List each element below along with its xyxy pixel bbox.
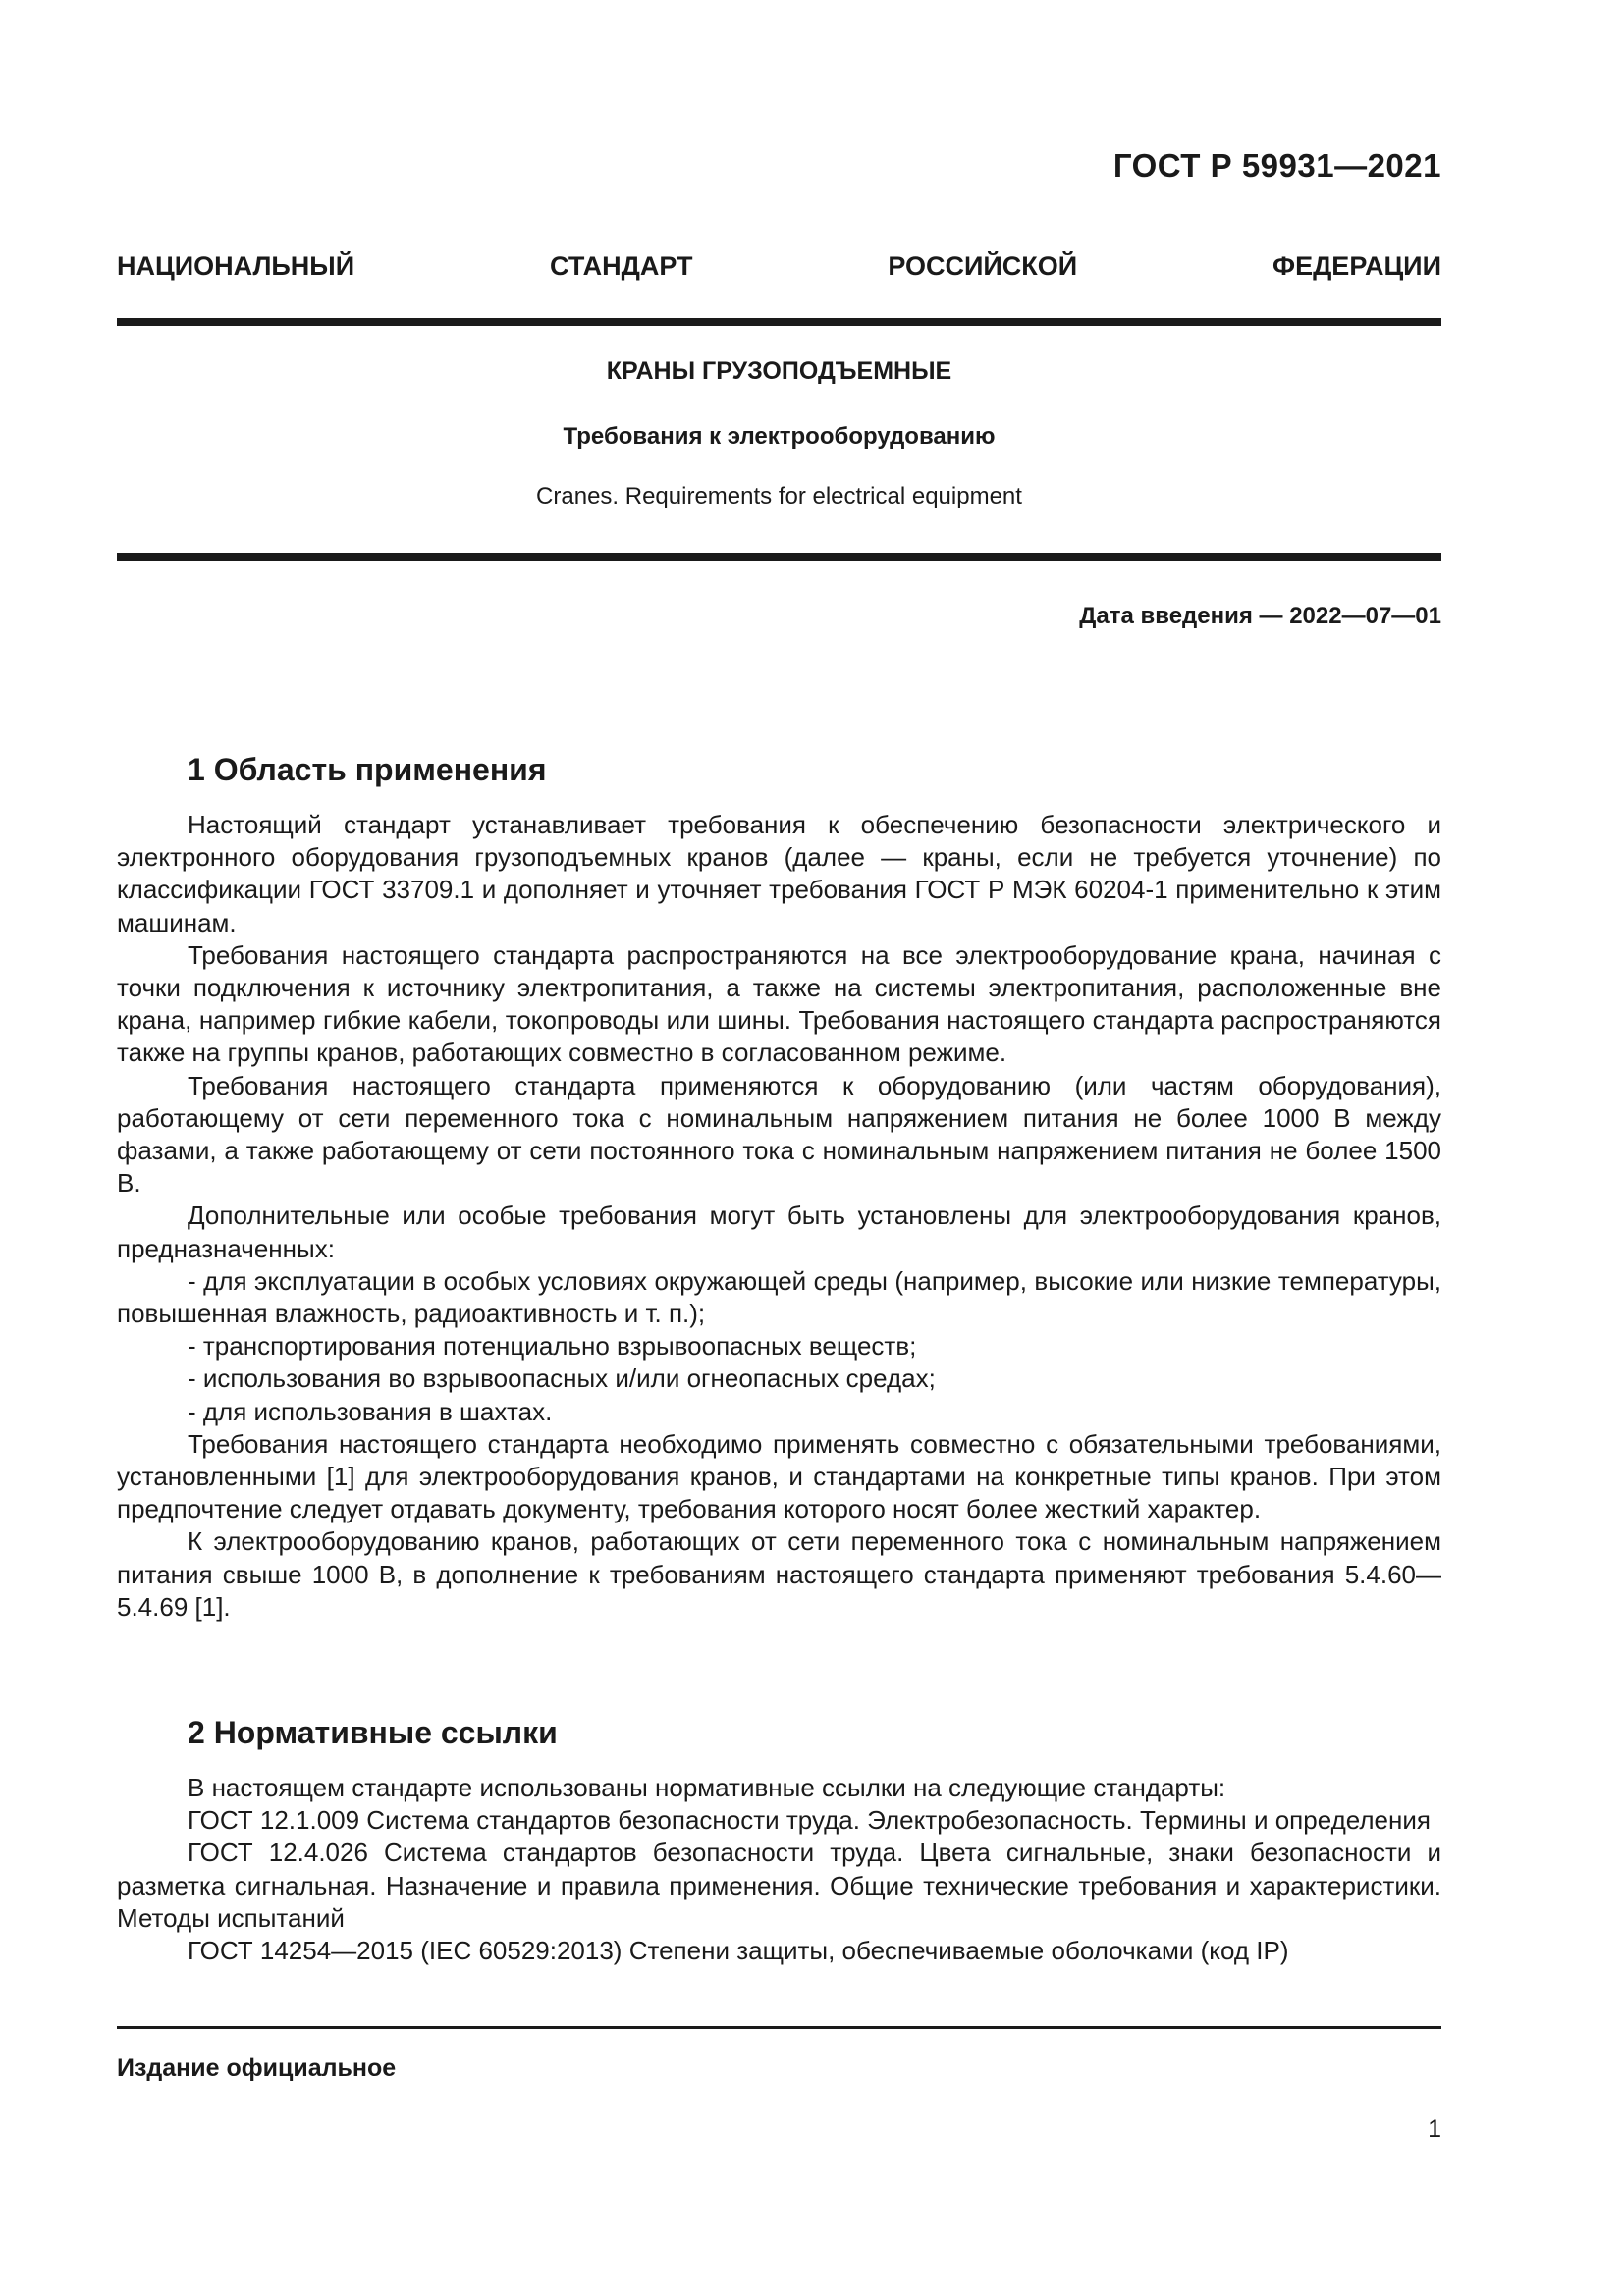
section-heading: 1 Область применения — [188, 752, 547, 787]
page-number: 1 — [1428, 2115, 1441, 2143]
section-body — [117, 1772, 1441, 1967]
list-item: - для эксплуатации в особых условиях окружающей среды (например, высокие или низкие температуры, повышенная влажность, радиоактивность и т. п.); — [117, 1265, 1441, 1329]
paragraph: Требования настоящего стандарта необходимо применять совместно с обязательными требованиями, установленными [1] для электрооборудования кранов, и стандартами на конкретные типы кранов. При этом предпочтение следует отдавать документу, требования которого носят более жесткий характер. — [117, 1428, 1441, 1524]
footer-divider — [117, 2026, 1441, 2029]
section-body — [117, 809, 1441, 1624]
standard-title-english: Cranes. Requirements for electrical equipment — [536, 483, 1022, 509]
national-standard-title: НАЦИОНАЛЬНЫЙ СТАНДАРТ РОССИЙСКОЙ ФЕДЕРАЦИИ — [117, 251, 1441, 281]
paragraph: Требования настоящего стандарта распространяются на все электрооборудование крана, начиная с точки подключения к источнику электропитания, а также на системы электропитания, расположенные вне крана, например гибкие кабели, токопроводы или шины. Требования настоящего стандарта распространяются также на группы кранов, работающих совместно в согласованном режиме. — [117, 939, 1441, 1068]
paragraph: Дополнительные или особые требования могут быть установлены для электрооборудования кранов, предназначенных: — [117, 1201, 1441, 1263]
document-number: ГОСТ Р 59931—2021 — [1112, 147, 1441, 184]
header-divider — [117, 318, 1441, 326]
section-heading: 2 Нормативные ссылки — [188, 1715, 558, 1750]
section-normative-references — [117, 1713, 1441, 1967]
reference-item: ГОСТ 14254—2015 (IEC 60529:2013) Степени защиты, обеспечиваемые оболочками (код IP) — [188, 1936, 1289, 1966]
reference-item: ГОСТ 12.1.009 Система стандартов безопасности труда. Электробезопасность. Термины и определения — [188, 1805, 1431, 1836]
edition-label: Издание официальное — [117, 2055, 397, 2082]
paragraph: В настоящем стандарте использованы нормативные ссылки на следующие стандарты: — [188, 1773, 1226, 1802]
paragraph: Настоящий стандарт устанавливает требования к обеспечению безопасности электрического и электронного оборудования грузоподъемных кранов (далее — краны, если не требуется уточнение) по классификации ГОСТ 33709.1 и дополняет и уточняет требования ГОСТ Р МЭК 60204-1 применительно к этим машинам. — [117, 810, 1441, 937]
section-scope — [117, 750, 1441, 1624]
title-divider — [117, 553, 1441, 561]
standard-subtitle: Требования к электрооборудованию — [563, 423, 996, 450]
standard-title: КРАНЫ ГРУЗОПОДЪЕМНЫЕ — [606, 357, 952, 385]
list-item: - транспортирования потенциально взрывоопасных веществ; — [188, 1331, 917, 1362]
paragraph: К электрооборудованию кранов, работающих от сети переменного тока с номинальным напряжением питания свыше 1000 В, в дополнение к требованиям настоящего стандарта применяют требования 5.4.60—5.4.69 [1]. — [117, 1526, 1441, 1622]
list-item: - для использования в шахтах. — [188, 1396, 553, 1426]
paragraph: Требования настоящего стандарта применяются к оборудованию (или частям оборудования), работающему от сети переменного тока с номинальным напряжением питания не более 1000 В между фазами, а также работающему от сети постоянного тока с номинальным напряжением питания не более 1500 В. — [117, 1070, 1441, 1199]
reference-item: ГОСТ 12.4.026 Система стандартов безопасности труда. Цвета сигнальные, знаки безопасности и разметка сигнальная. Назначение и правила применения. Общие технические требования и характеристики. Методы испытаний — [117, 1838, 1441, 1933]
list-item: - использования во взрывоопасных и/или огнеопасных средах; — [188, 1363, 936, 1394]
introduction-date: Дата введения — 2022—07—01 — [1079, 603, 1441, 629]
